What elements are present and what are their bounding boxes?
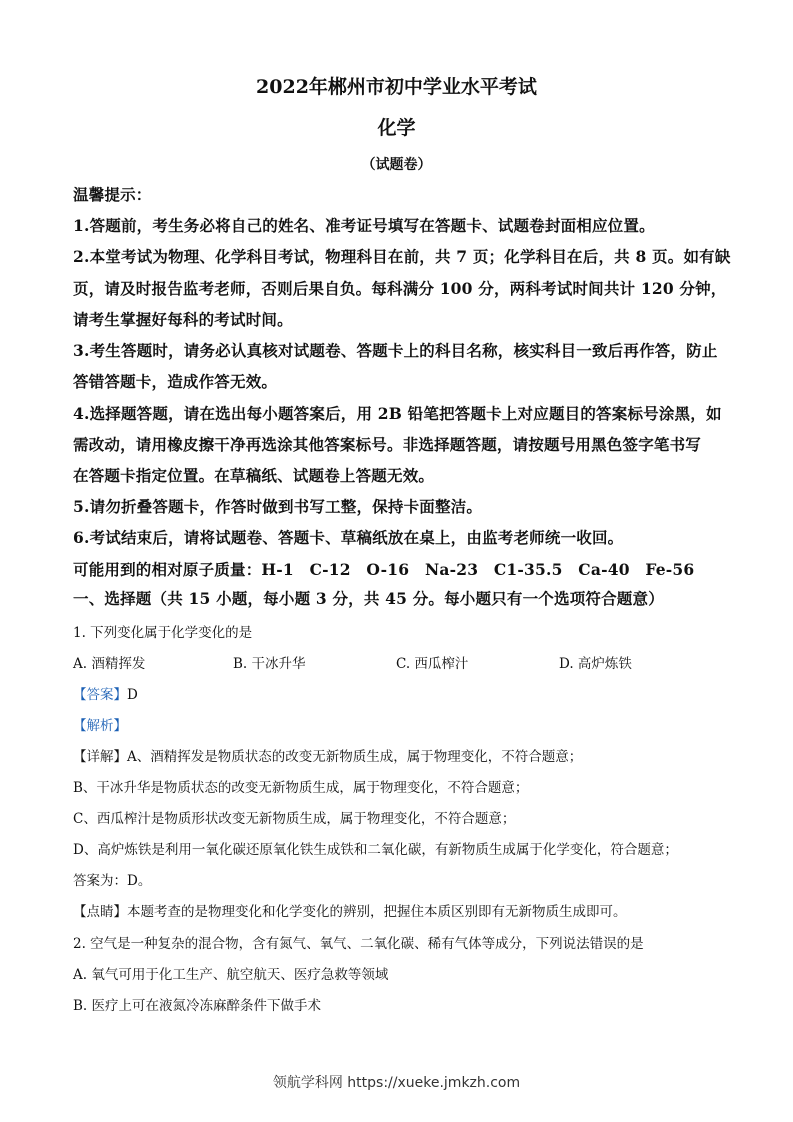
detail-line: C、西瓜榨汁是物质形状改变无新物质生成，属于物理变化，不符合题意；	[73, 811, 516, 827]
notice-line: 4.选择题答题，请在选出每小题答案后，用 2B 铅笔把答题卡上对应题目的答案标号涂黑，如	[73, 404, 722, 423]
detail-text: A、酒精挥发是物质状态的改变无新物质生成，属于物理变化，不符合题意；	[127, 749, 583, 765]
paper-type-label: （试题卷）	[361, 157, 432, 173]
notice-line: 答错答题卡，造成作答无效。	[73, 372, 278, 391]
option-d: D. 高炉炼铁	[559, 656, 632, 672]
footer-watermark: 领航学科网 https://xueke.jmkzh.com	[272, 1075, 521, 1091]
comment-line	[73, 900, 733, 920]
option-a: A. 酒精挥发	[73, 656, 146, 672]
notice-line: 需改动，请用橡皮擦干净再选涂其他答案标号。非选择题答题，请按题号用黑色签字笔书写	[73, 435, 702, 454]
notice-line: 页，请及时报告监考老师，否则后果自负。每科满分 100 分，两科考试时间共计 120 分钟，	[73, 279, 727, 298]
notice-line: 2.本堂考试为物理、化学科目考试，物理科目在前，共 7 页；化学科目在后，共 8 页。如有缺	[73, 247, 731, 266]
exam-title: 2022年郴州市初中学业水平考试	[256, 76, 537, 98]
notice-line: 3.考生答题时，请务必认真核对试题卷、答题卡上的科目名称，核实科目一致后再作答，防止	[73, 341, 718, 360]
notice-heading: 温馨提示：	[73, 185, 152, 204]
notice-line: 请考生掌握好每科的考试时间。	[73, 310, 293, 329]
detail-tag: 【详解】	[73, 749, 127, 765]
answer-summary: 答案为：D。	[73, 873, 152, 889]
option-b: B. 医疗上可在液氮冷冻麻醉条件下做手术	[73, 998, 322, 1014]
atomic-mass-line: 可能用到的相对原子质量：H-1 C-12 O-16 Na-23 C1-35.5 Ca-40 Fe-56	[73, 560, 695, 579]
detail-line	[73, 745, 733, 765]
section-heading: 一、选择题（共 15 小题，每小题 3 分，共 45 分。每小题只有一个选项符合题意）	[73, 589, 664, 608]
option-b: B. 干冰升华	[233, 656, 306, 672]
notice-line: 6.考试结束后，请将试题卷、答题卡、草稿纸放在桌上，由监考老师统一收回。	[73, 528, 624, 547]
option-c: C. 西瓜榨汁	[396, 656, 469, 672]
notice-line: 在答题卡指定位置。在草稿纸、试题卷上答题无效。	[73, 466, 435, 485]
question-stem: 2. 空气是一种复杂的混合物，含有氮气、氧气、二氧化碳、稀有气体等成分，下列说法错误的是	[73, 936, 644, 952]
answer-tag: 【答案】	[73, 687, 127, 703]
answer-value: D	[127, 687, 138, 703]
subject-title: 化学	[377, 117, 416, 139]
detail-line: D、高炉炼铁是利用一氧化碳还原氧化铁生成铁和二氧化碳，有新物质生成属于化学变化，符合题意；	[73, 842, 678, 858]
comment-text: 本题考查的是物理变化和化学变化的辨别，把握住本质区别即有无新物质生成即可。	[127, 904, 627, 920]
comment-tag: 【点睛】	[73, 904, 127, 920]
option-a: A. 氧气可用于化工生产、航空航天、医疗急救等领域	[73, 967, 389, 983]
answer-line	[73, 683, 733, 703]
question-stem: 1. 下列变化属于化学变化的是	[73, 625, 253, 641]
detail-line: B、干冰升华是物质状态的改变无新物质生成，属于物理变化，不符合题意；	[73, 780, 529, 796]
analysis-tag: 【解析】	[73, 718, 127, 734]
notice-line: 1.答题前，考生务必将自己的姓名、准考证号填写在答题卡、试题卷封面相应位置。	[73, 216, 655, 235]
notice-line: 5.请勿折叠答题卡，作答时做到书写工整，保持卡面整洁。	[73, 497, 483, 516]
